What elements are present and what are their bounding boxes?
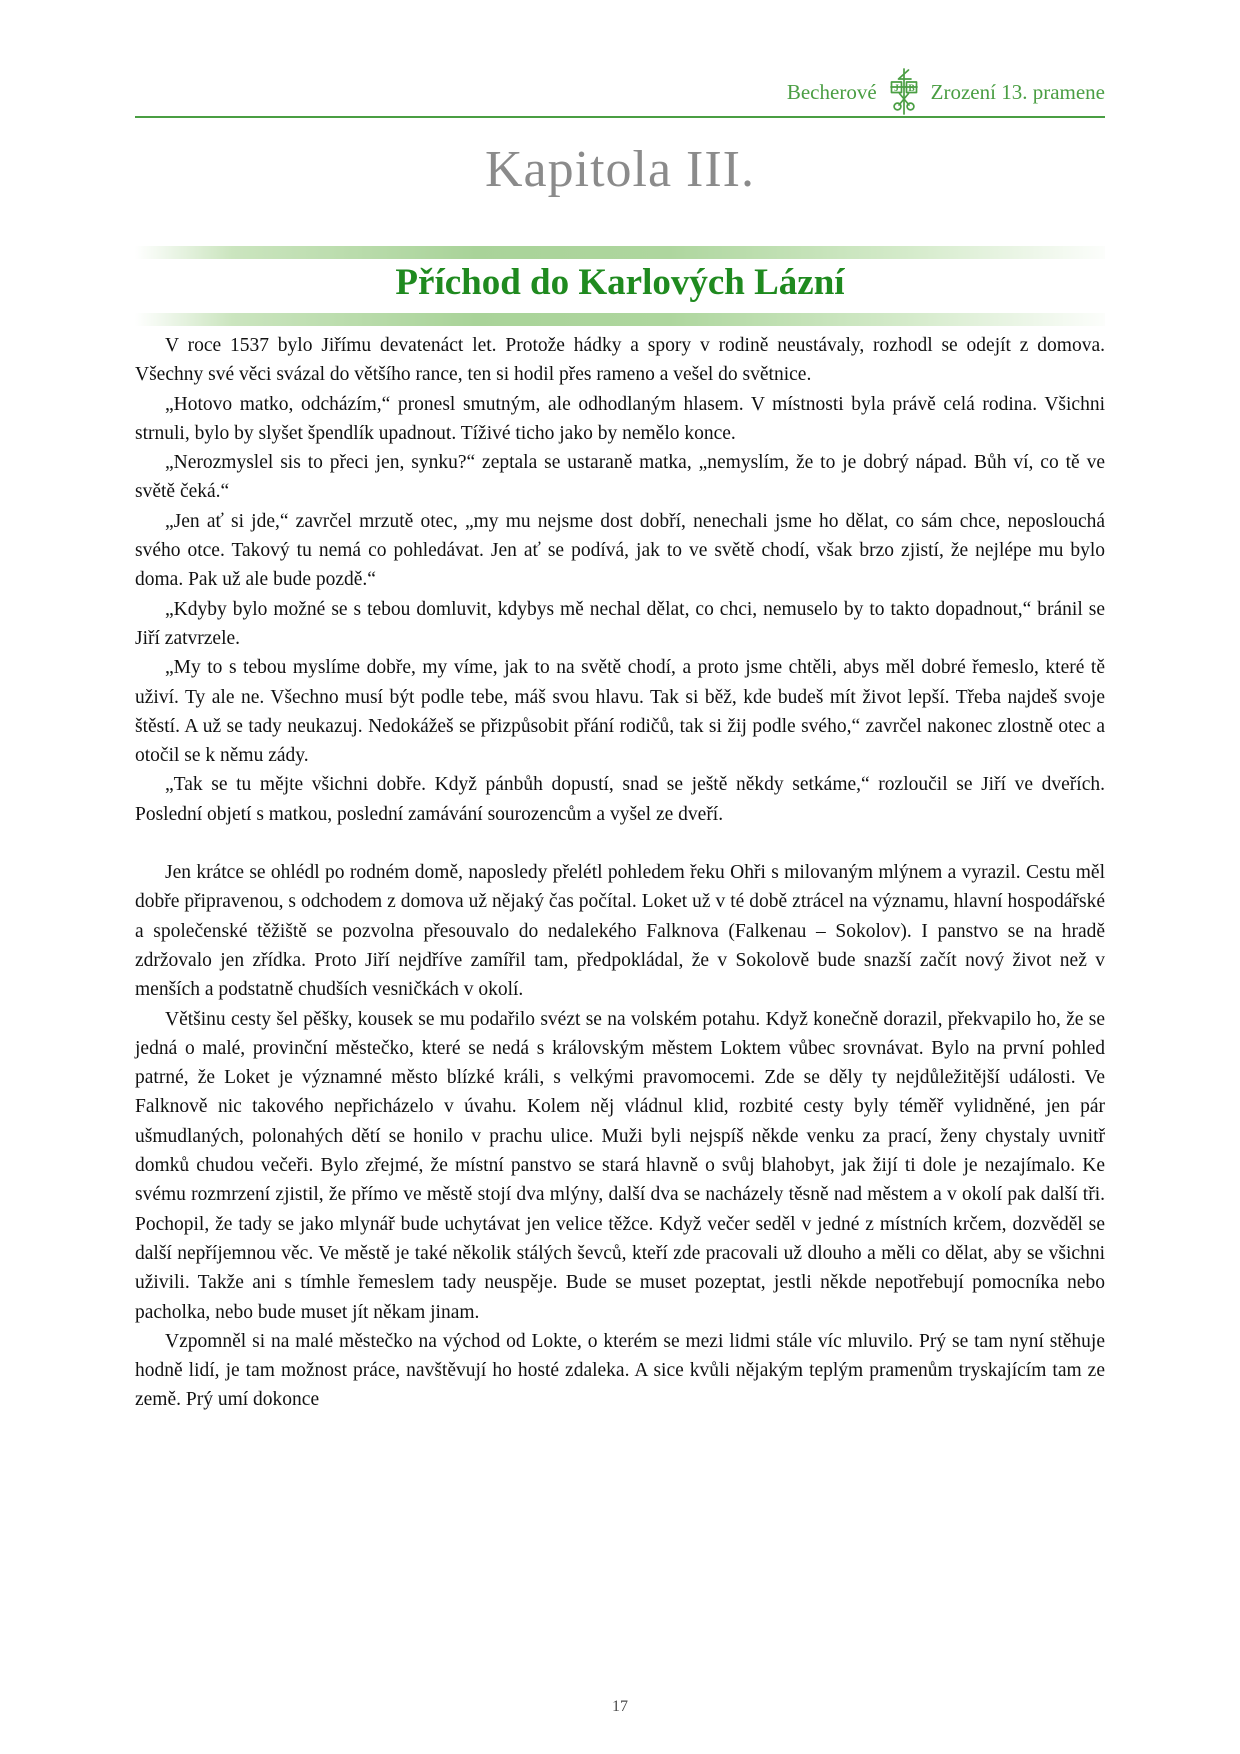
paragraph: „Nerozmyslel sis to přeci jen, synku?“ zeptala se ustaraně matka, „nemyslím, že to je dobrý nápad. Bůh ví, co tě ve světě čeká.“ [135, 452, 1105, 503]
header-author: Becherové [786, 79, 877, 104]
running-header [787, 68, 1105, 116]
section-title: Příchod do Karlových Lázní [395, 262, 845, 303]
header-rule [135, 116, 1105, 118]
svg-text:B: B [907, 83, 915, 94]
paragraph: „My to s tebou myslíme dobře, my víme, jak to na světě chodí, a proto jsme chtěli, abys měl dobré řemeslo, které tě uživí. Ty ale ne. Všechno musí být podle tebe, máš svou hlavu. Tak si běž, kde budeš mít život lepší. Třeba najdeš svoje štěstí. A už se tady neukazuj. Nedokážeš se přizpůsobit přání rodičů, tak si žij podle svého,“ zavrčel nakonec zlostně otec a otočil se k němu zády. [135, 657, 1105, 767]
gradient-bar-bottom [135, 313, 1105, 326]
paragraph: „Tak se tu mějte všichni dobře. Když pánbůh dopustí, snad se ještě někdy setkáme,“ rozloučil se Jiří ve dveřích. Poslední objetí s matkou, poslední zamávání sourozencům a vyšel ze dveří. [135, 774, 1105, 825]
paragraph-block-1 [135, 331, 1105, 829]
paragraph: Vzpomněl si na malé městečko na východ od Lokte, o kterém se mezi lidmi stále víc mluvilo. Prý se tam nyní stěhuje hodně lidí, je tam možnost práce, navštěvují ho hosté zdaleka. A sice kvůli nějakým teplým pramenům tryskajícím tam ze země. Prý umí dokonce [135, 1330, 1105, 1411]
paragraph: V roce 1537 bylo Jiřímu devatenáct let. Protože hádky a spory v rodině neustávaly, rozhodl se odejít z domova. Všechny své věci svázal do většího rance, ten si hodil přes rameno a vešel do světnice. [135, 335, 1105, 386]
paragraph: „Jen ať si jde,“ zavrčel mrzutě otec, „my mu nejsme dost dobří, nenechali jsme ho dělat, co sám chce, neposlouchá svého otce. Takový tu nemá co pohledávat. Jen ať se podívá, jak to ve světě chodí, však brzo zjistí, že nejlépe mu bylo doma. Pak už ale bude pozdě.“ [135, 510, 1105, 591]
jan-becher-monogram-icon [887, 68, 921, 116]
svg-text:J: J [893, 83, 899, 94]
page-number: 17 [612, 1698, 628, 1715]
paragraph: Jen krátce se ohlédl po rodném domě, naposledy přelétl pohledem řeku Ohři s milovaným mlýnem a vyrazil. Cestu měl dobře připravenou, s odchodem z domova už nějaký čas počítal. Loket už v té době ztrácel na významu, hlavní hospodářské a společenské těžiště se pozvolna přesouvalo do nedalekého Falknova (Falkenau – Sokolov). I panstvo se na hradě zdržovalo jen zřídka. Proto Jiří nejdříve zamířil tam, předpokládal, že v Sokolově bude snazší začít nový život než v menších a podstatně chudších vesničkách v okolí. [135, 862, 1105, 1001]
paragraph: „Kdyby bylo možné se s tebou domluvit, kdybys mě nechal dělat, co chci, nemuselo by to takto dopadnout,“ bránil se Jiří zatvrzele. [135, 598, 1105, 649]
paragraph: „Hotovo matko, odcházím,“ pronesl smutným, ale odhodlaným hlasem. V místnosti byla právě celá rodina. Všichni strnuli, bylo by slyšet špendlík upadnout. Tíživé ticho jako by nemělo konce. [135, 393, 1105, 444]
body-text [135, 331, 1105, 1415]
header-book-title: Zrození 13. pramene [930, 79, 1105, 104]
paragraph-block-2 [135, 858, 1105, 1415]
paragraph: Většinu cesty šel pěšky, kousek se mu podařilo svézt se na volském potahu. Když konečně dorazil, překvapilo ho, že se jedná o malé, provinční městečko, které se nedá s královským městem Loktem vůbec srovnávat. Bylo na první pohled patrné, že Loket je významné město blízké králi, s velkými pravomocemi. Zde se děly ty nejdůležitější události. Ve Falknově nic takového nepřicházelo v úvahu. Kolem něj vládnul klid, rozbité cesty byly téměř vylidněné, jen pár ušmudlaných, polonahých dětí se honilo v prachu ulice. Muži byli nejspíš někde venku za prací, ženy chystaly uvnitř domků chudou večeři. Bylo zřejmé, že místní panstvo se stará hlavně o svůj blahobyt, jak žijí ti dole je nezajímalo. Ke svému rozmrzení zjistil, že přímo ve městě stojí dva mlýny, další dva se nacházely těsně nad městem a v okolí pak další tři. Pochopil, že tady se jako mlynář bude uchytávat jen velice těžce. Když večer seděl v jedné z místních krčem, dozvěděl se další nepříjemnou věc. Ve městě je také několik stálých ševců, kteří zde pracovali už dlouho a měli co dělat, aby se všichni uživili. Takže ani s tímhle řemeslem tady neuspěje. Bude se muset pozeptat, jestli někde nepotřebují pomocníka nebo pacholka, nebo bude muset jít někam jinam. [135, 1008, 1105, 1323]
gradient-bar-top [135, 246, 1105, 259]
chapter-heading: Kapitola III. [484, 141, 755, 198]
